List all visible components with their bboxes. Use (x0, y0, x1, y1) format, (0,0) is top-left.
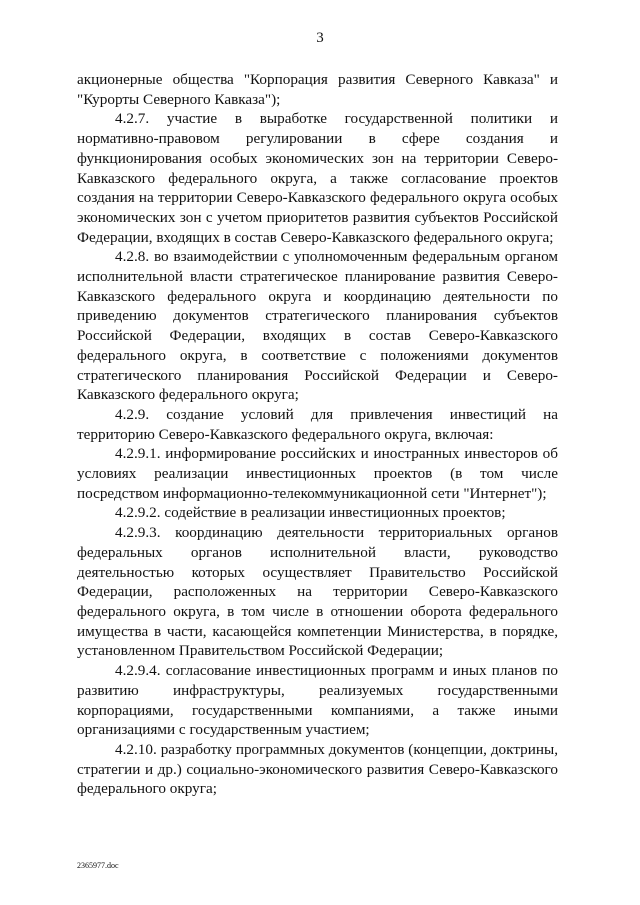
paragraph-4-2-9-4: 4.2.9.4. согласование инвестиционных программ и иных планов по развитию инфраструктуры, реализуемых государственными корпорациями, государственными компаниями, а также иными организациями с государственным участием; (77, 662, 558, 739)
paragraph-4-2-9: 4.2.9. создание условий для привлечения инвестиций на территорию Северо-Кавказского федерального округа, включая: (77, 405, 558, 443)
paragraph-4-2-9-1: 4.2.9.1. информирование российских и иностранных инвесторов об условиях реализации инвестиционных проектов (в том числе посредством информационно-телекоммуникационной сети "Интернет"); (77, 445, 558, 502)
paragraph-4-2-10: 4.2.10. разработку программных документов (концепции, доктрины, стратегии и др.) социально-экономического развития Северо-Кавказского федерального округа; (77, 740, 558, 798)
paragraph-4-2-8: 4.2.8. во взаимодействии с уполномоченным федеральным органом исполнительной власти стратегическое планирование развития Северо-Кавказского федерального округа и координацию деятельности по приведению документов стратегического планирования субъектов Российской Федерации, входящих в состав Северо-Кавказского федерального округа, в соответствие с положениями документов стратегического планирования Российской Федерации и Северо-Кавказского федерального округа; (77, 248, 558, 404)
paragraph-continuation: акционерные общества "Корпорация развития Северного Кавказа" и "Курорты Северного Кавказа"); (77, 71, 558, 108)
document-body (77, 70, 558, 799)
footer-filename: 2365977.doc (77, 861, 119, 870)
paragraph-4-2-9-3: 4.2.9.3. координацию деятельности территориальных органов федеральных органов исполнительной власти, руководство деятельностью которых осуществляет Правительство Российской Федерации, расположенных на территории Северо-Кавказского федерального округа, в том числе в отношении оборота федерального имущества в части, касающейся компетенции Министерства, в порядке, установленном Правительством Российской Федерации; (77, 524, 558, 660)
paragraph-4-2-7: 4.2.7. участие в выработке государственной политики и нормативно-правовом регулировании в сфере создания и функционирования особых экономических зон на территории Северо-Кавказского федерального округа, а также согласование проектов создания на территории Северо-Кавказского федерального округа особых экономических зон с учетом приоритетов развития субъектов Российской Федерации, входящих в состав Северо-Кавказского федерального округа; (77, 110, 558, 246)
page-number: 3 (316, 30, 324, 46)
paragraph-4-2-9-2: 4.2.9.2. содействие в реализации инвестиционных проектов; (115, 504, 506, 522)
